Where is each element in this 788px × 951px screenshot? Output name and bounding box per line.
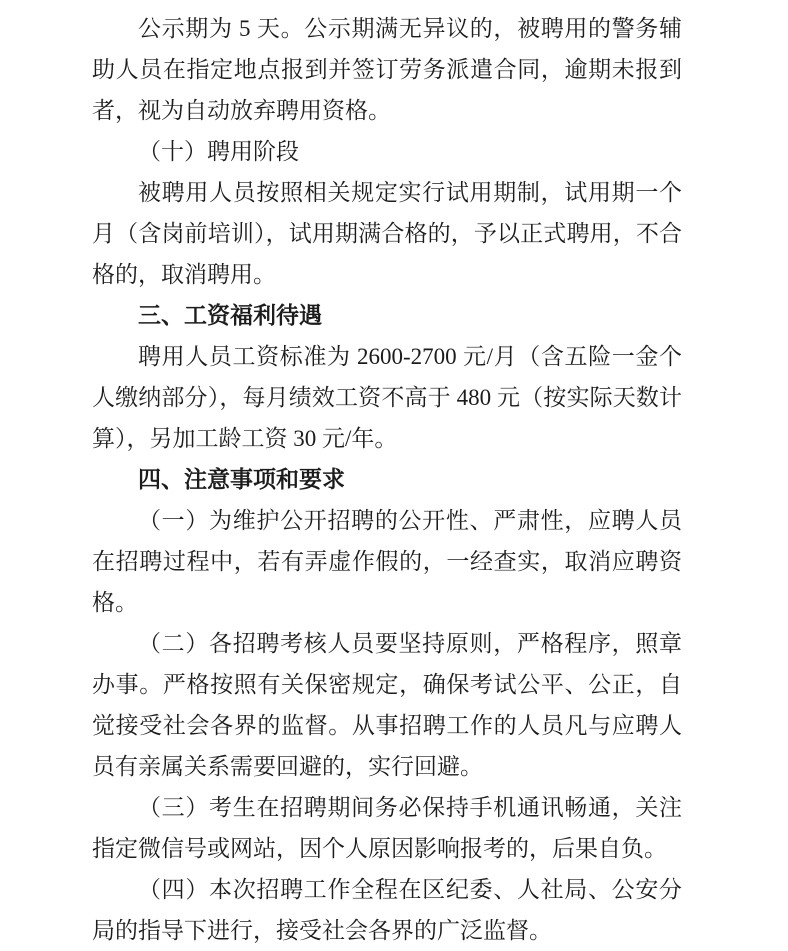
paragraph-probation-terms: 被聘用人员按照相关规定实行试用期制，试用期一个月（含岗前培训），试用期满合格的，予以正式聘用，不合格的，取消聘用。 [92, 180, 682, 287]
paragraph-note-3-contact: （三）考生在招聘期间务必保持手机通讯畅通，关注指定微信号或网站，因个人原因影响报考的，后果自负。 [92, 795, 682, 861]
paragraph-hiring-stage-subheading: （十）聘用阶段 [138, 139, 299, 164]
section-heading-salary-benefits: 三、工资福利待遇 [138, 303, 322, 328]
paragraph-note-4-supervision: （四）本次招聘工作全程在区纪委、人社局、公安分局的指导下进行，接受社会各界的广泛监督。 [92, 877, 682, 943]
paragraph-note-2-recusal: （二）各招聘考核人员要坚持原则，严格程序，照章办事。严格按照有关保密规定，确保考试公平、公正，自觉接受社会各界的监督。从事招聘工作的人员凡与应聘人员有亲属关系需要回避的，实行回避。 [92, 631, 682, 779]
paragraph-note-1-integrity: （一）为维护公开招聘的公开性、严肃性，应聘人员在招聘过程中，若有弄虚作假的，一经查实，取消应聘资格。 [92, 508, 682, 615]
paragraph-salary-detail: 聘用人员工资标准为 2600-2700 元/月（含五险一金个人缴纳部分），每月绩效工资不高于 480 元（按实际天数计算），另加工龄工资 30 元/年。 [92, 344, 682, 451]
section-heading-notes-requirements: 四、注意事项和要求 [138, 467, 345, 492]
paragraph-public-notice-period: 公示期为 5 天。公示期满无异议的，被聘用的警务辅助人员在指定地点报到并签订劳务派遣合同，逾期未报到者，视为自动放弃聘用资格。 [92, 16, 682, 123]
